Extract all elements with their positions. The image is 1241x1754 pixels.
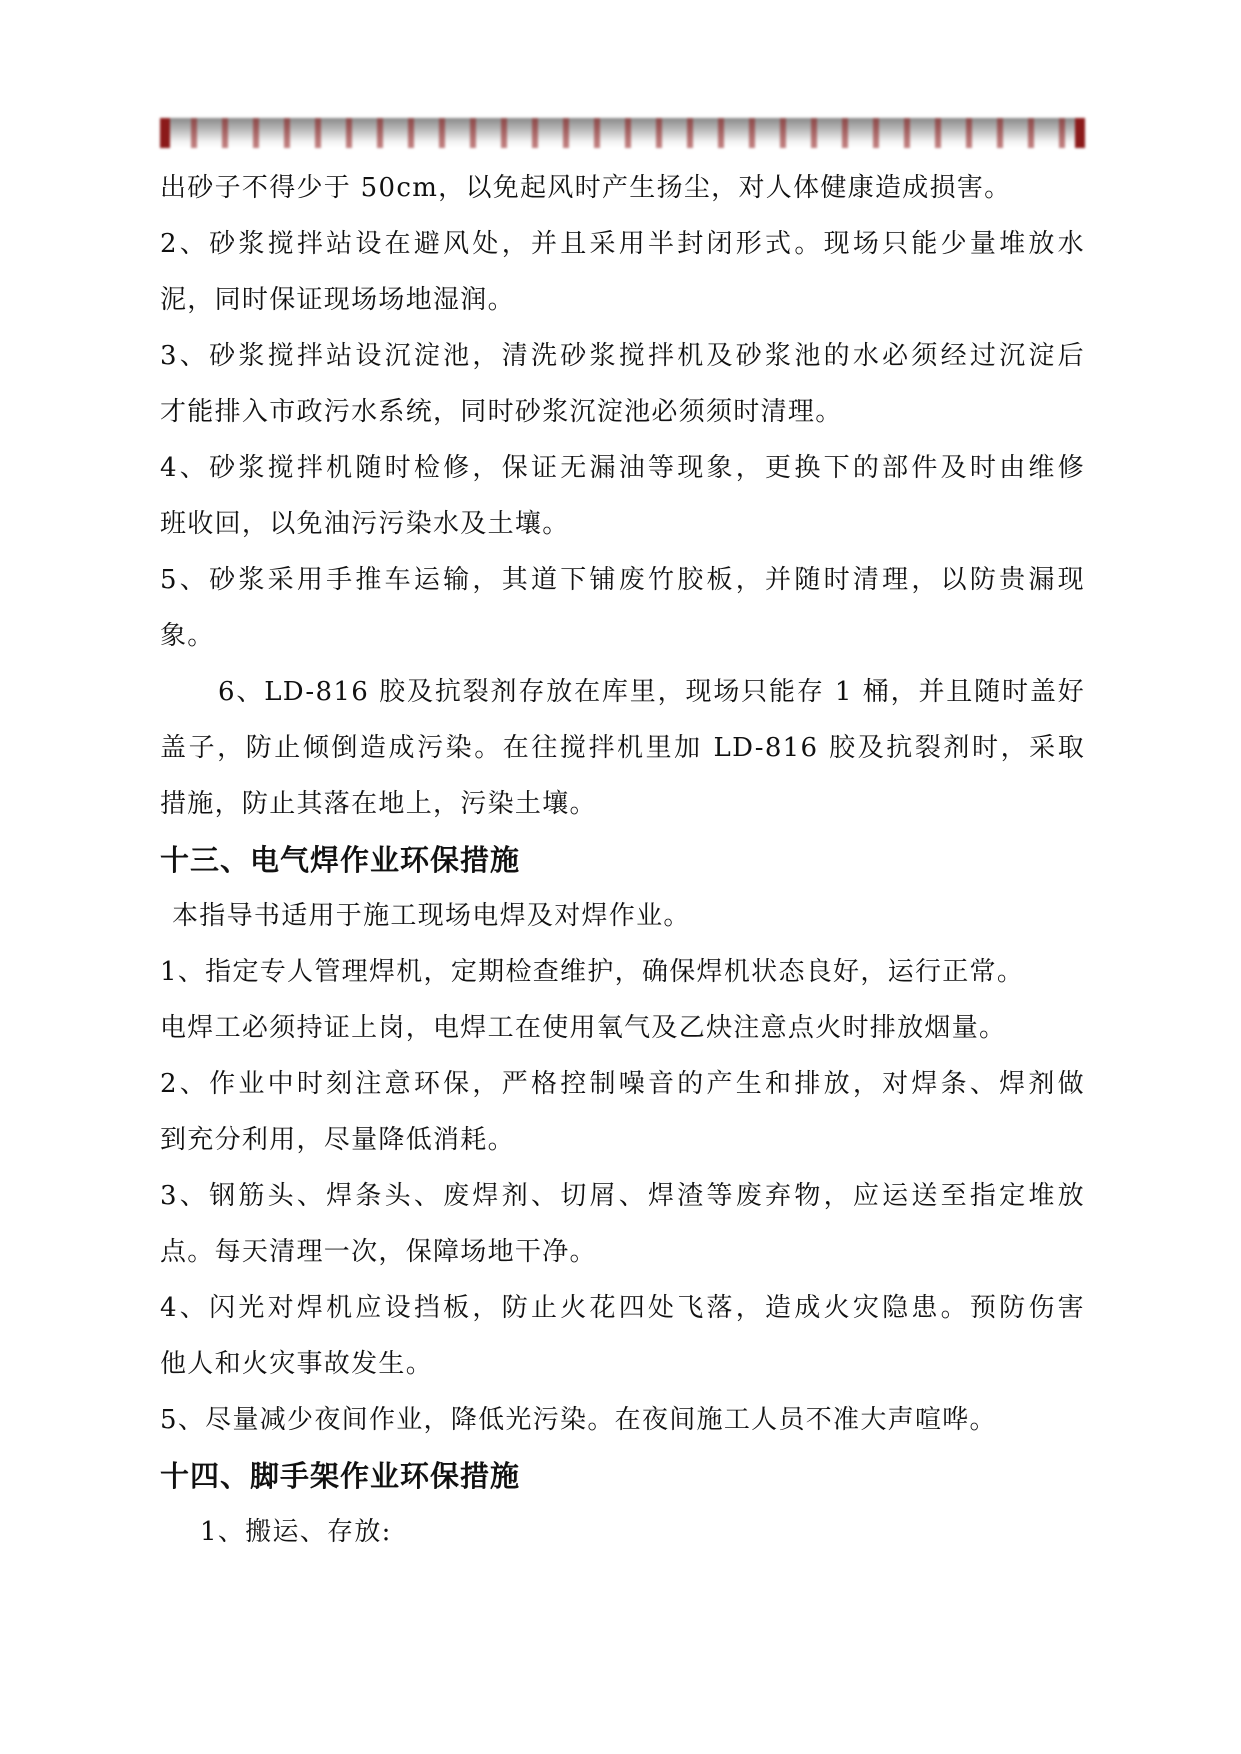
- text-line: 6、LD-816 胶及抗裂剂存放在库里，现场只能存 1 桶，并且随时盖好: [218, 677, 1085, 707]
- text-line: 他人和火灾事故发生。: [160, 1349, 434, 1379]
- text-line: 到充分利用，尽量降低消耗。: [160, 1125, 515, 1155]
- text-line: 1、指定专人管理焊机，定期检查维护，确保焊机状态良好，运行正常。: [160, 957, 1025, 987]
- text-line: 5、尽量减少夜间作业，降低光污染。在夜间施工人员不准大声喧哗。: [160, 1405, 997, 1435]
- section-heading-13: 十三、电气焊作业环保措施: [160, 843, 521, 877]
- text-line: 象。: [160, 621, 215, 651]
- section-heading-14: 十四、脚手架作业环保措施: [160, 1459, 521, 1493]
- text-line: 出砂子不得少于 50cm，以免起风时产生扬尘，对人体健康造成损害。: [160, 173, 1012, 203]
- section-intro: 本指导书适用于施工现场电焊及对焊作业。: [172, 901, 691, 931]
- text-line: 班收回，以免油污污染水及土壤。: [160, 509, 570, 539]
- text-line: 电焊工必须持证上岗，电焊工在使用氧气及乙炔注意点火时排放烟量。: [160, 1013, 1007, 1043]
- text-line: 3、砂浆搅拌站设沉淀池，清洗砂浆搅拌机及砂浆池的水必须经过沉淀后: [160, 341, 1085, 371]
- text-line: 措施，防止其落在地上，污染土壤。: [160, 789, 597, 819]
- text-line: 2、砂浆搅拌站设在避风处，并且采用半封闭形式。现场只能少量堆放水: [160, 229, 1085, 259]
- text-line: 4、闪光对焊机应设挡板，防止火花四处飞落，造成火灾隐患。预防伤害: [160, 1293, 1085, 1323]
- document-body: [160, 160, 1085, 1560]
- text-line: 1、搬运、存放:: [200, 1517, 392, 1547]
- page-header-decoration: [160, 118, 1085, 148]
- text-line: 2、作业中时刻注意环保，严格控制噪音的产生和排放，对焊条、焊剂做: [160, 1069, 1085, 1099]
- text-line: 泥，同时保证现场场地湿润。: [160, 285, 515, 315]
- text-line: 盖子，防止倾倒造成污染。在往搅拌机里加 LD-816 胶及抗裂剂时，采取: [160, 733, 1085, 763]
- text-line: 3、钢筋头、焊条头、废焊剂、切屑、焊渣等废弃物，应运送至指定堆放: [160, 1181, 1085, 1211]
- text-line: 4、砂浆搅拌机随时检修，保证无漏油等现象，更换下的部件及时由维修: [160, 453, 1085, 483]
- text-line: 点。每天清理一次，保障场地干净。: [160, 1237, 597, 1267]
- text-line: 5、砂浆采用手推车运输，其道下铺废竹胶板，并随时清理，以防贵漏现: [160, 565, 1085, 595]
- text-line: 才能排入市政污水系统，同时砂浆沉淀池必须须时清理。: [160, 397, 843, 427]
